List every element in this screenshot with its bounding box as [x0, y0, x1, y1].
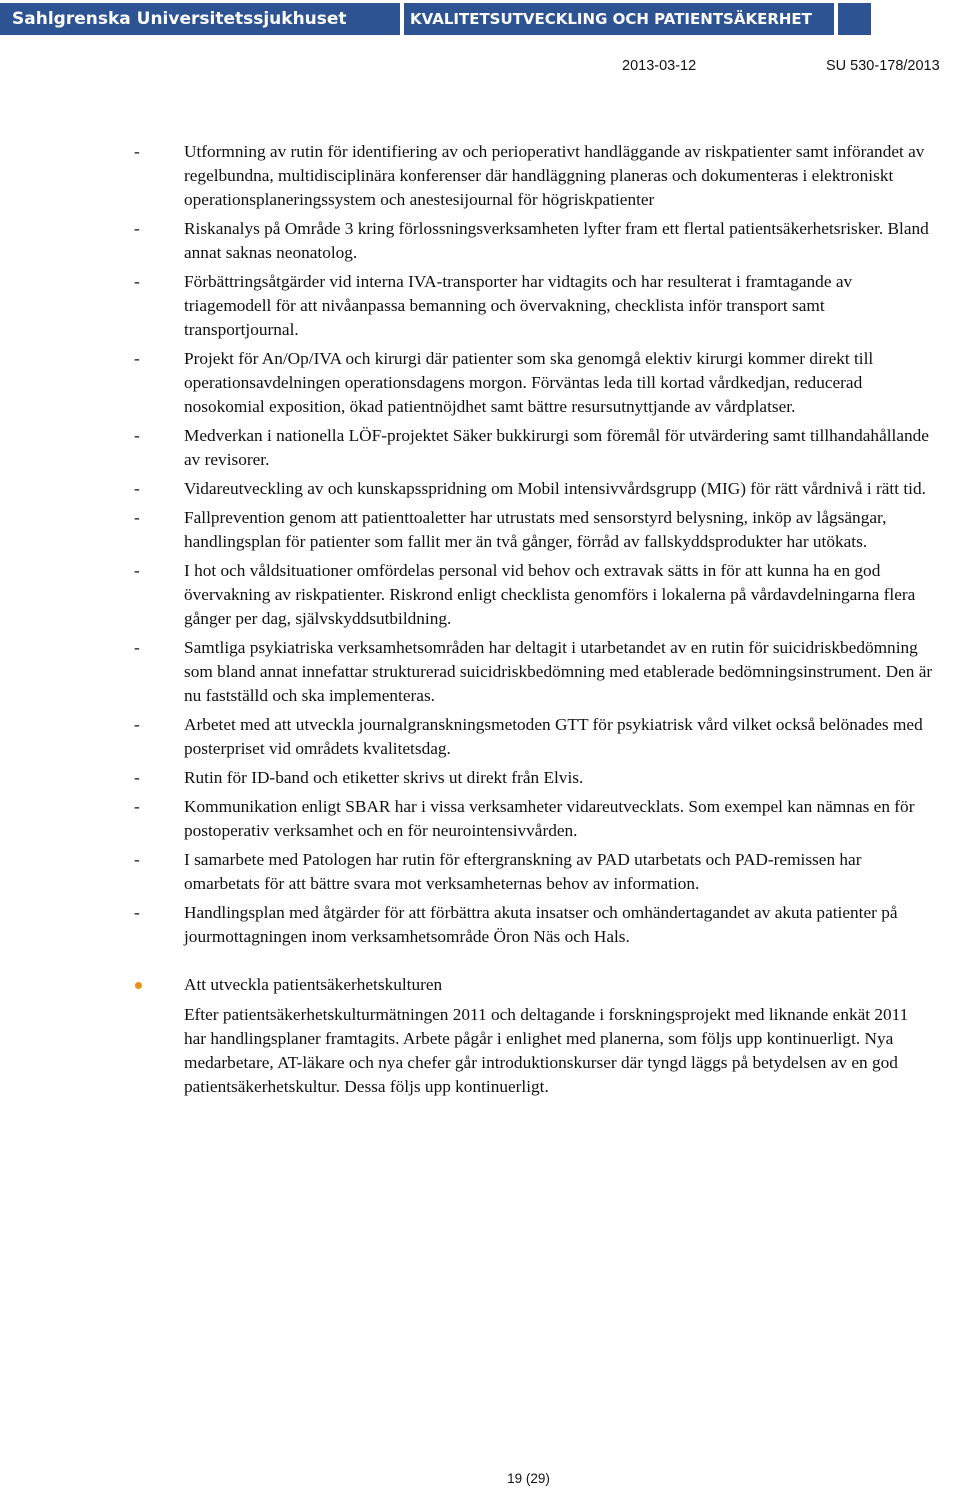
list-item: [0, 848, 960, 896]
dash-marker: -: [134, 219, 140, 238]
list-item: [0, 559, 960, 631]
department-name: KVALITETSUTVECKLING OCH PATIENTSÄKERHET: [404, 3, 834, 35]
list-item-text: Rutin för ID-band och etiketter skrivs ut direkt från Elvis.: [184, 768, 584, 787]
dash-marker: -: [134, 768, 140, 787]
document-body: [0, 140, 960, 1099]
dash-marker: -: [134, 715, 140, 734]
section-paragraph: Efter patientsäkerhetskulturmätningen 2011 och deltagande i forskningsprojekt med liknande enkät 2011 har handlingsplaner framtagits. Arbete pågår i enlighet med planerna, som följs upp kontinuerligt. Nya medarbetare, AT-läkare och nya chefer går introduktionskurser där tyngd läggs på betydelsen av en god patientsäkerhetskultur. Dessa följs upp kontinuerligt.: [184, 1005, 909, 1096]
list-item: [0, 140, 960, 212]
list-item: [0, 713, 960, 761]
list-item-text: Utformning av rutin för identifiering av och perioperativt handläggande av riskpatienter samt införandet av regelbundna, multidisciplinära konferenser där handläggning planeras och dokumenteras i elektroniskt operationsplaneringssystem och anestesijournal för högriskpatienter: [184, 142, 925, 209]
header-accent-block: [838, 3, 871, 35]
dash-marker: -: [134, 479, 140, 498]
dash-marker: -: [134, 349, 140, 368]
section-heading: Att utveckla patientsäkerhetskulturen: [184, 975, 443, 994]
bullet-dot-icon: [135, 982, 142, 989]
culture-section: [0, 973, 960, 1099]
list-item: [0, 424, 960, 472]
list-item-text: Arbetet med att utveckla journalgranskningsmetoden GTT för psykiatrisk vård vilket också belönades med posterpriset vid områdets kvalitetsdag.: [184, 715, 923, 758]
list-item: [0, 270, 960, 342]
dash-marker: -: [134, 508, 140, 527]
list-item-text: Fallprevention genom att patienttoaletter har utrustats med sensorstyrd belysning, inköp av lågsängar, handlingsplan för patienter som fallit mer än två gånger, förråd av fallskyddsprodukter har utökats.: [184, 508, 887, 551]
dash-marker: -: [134, 850, 140, 869]
list-item: [0, 477, 960, 501]
dash-marker: -: [134, 272, 140, 291]
dash-marker: -: [134, 561, 140, 580]
list-item: [0, 795, 960, 843]
list-item-text: I samarbete med Patologen har rutin för eftergranskning av PAD utarbetats och PAD-remissen har omarbetats för att bättre svara mot verksamheternas behov av information.: [184, 850, 862, 893]
list-item-text: I hot och våldsituationer omfördelas personal vid behov och extravak sätts in för att kunna ha en god övervakning av riskpatienter. Riskrond enligt checklista genomförs i lokalerna på vårdavdelningarna flera gånger per dag, självskyddsutbildning.: [184, 561, 916, 628]
list-item-text: Vidareutveckling av och kunskapsspridning om Mobil intensivvårdsgrupp (MIG) för rätt vårdnivå i rätt tid.: [184, 479, 926, 498]
document-reference: SU 530-178/2013: [826, 58, 940, 74]
list-item-text: Handlingsplan med åtgärder för att förbättra akuta insatser och omhändertagandet av akuta patienter på jourmottagningen inom verksamhetsområde Öron Näs och Hals.: [184, 903, 898, 946]
dash-marker: -: [134, 797, 140, 816]
list-item: [0, 901, 960, 949]
list-item-text: Riskanalys på Område 3 kring förlossningsverksamheten lyfter fram ett flertal patientsäkerhetsrisker. Bland annat saknas neonatolog.: [184, 219, 929, 262]
dash-marker: -: [134, 903, 140, 922]
document-date: 2013-03-12: [622, 58, 697, 74]
list-item-text: Medverkan i nationella LÖF-projektet Säker bukkirurgi som föremål för utvärdering samt tillhandahållande av revisorer.: [184, 426, 929, 469]
dash-marker: -: [134, 426, 140, 445]
list-item: [0, 636, 960, 708]
list-item: [0, 766, 960, 790]
dash-marker: -: [134, 142, 140, 161]
dash-marker: -: [134, 638, 140, 657]
organization-name: Sahlgrenska Universitetssjukhuset: [0, 3, 400, 35]
page-header: [0, 3, 960, 35]
list-item-text: Samtliga psykiatriska verksamhetsområden har deltagit i utarbetandet av en rutin för suicidriskbedömning som bland annat innefattar strukturerad suicidriskbedömning med etablerade bedömningsinstrument. Den är nu fastställd och ska implementeras.: [184, 638, 933, 705]
list-item: [0, 506, 960, 554]
page-number: 19 (29): [507, 1471, 550, 1486]
list-item-text: Kommunikation enligt SBAR har i vissa verksamheter vidareutvecklats. Som exempel kan nämnas en för postoperativ verksamhet och en för neurointensivvården.: [184, 797, 915, 840]
list-item-text: Förbättringsåtgärder vid interna IVA-transporter har vidtagits och har resulterat i framtagande av triagemodell för att nivåanpassa bemanning och övervakning, checklista inför transport samt transportjournal.: [184, 272, 853, 339]
list-item: [0, 347, 960, 419]
list-item-text: Projekt för An/Op/IVA och kirurgi där patienter som ska genomgå elektiv kirurgi kommer direkt till operationsavdelningen operationsdagens morgon. Förväntas leda till kortad vårdkedjan, reducerad nosokomial exposition, ökad patientnöjdhet samt bättre resursutnyttjande av vårdplatser.: [184, 349, 874, 416]
list-item: [0, 217, 960, 265]
